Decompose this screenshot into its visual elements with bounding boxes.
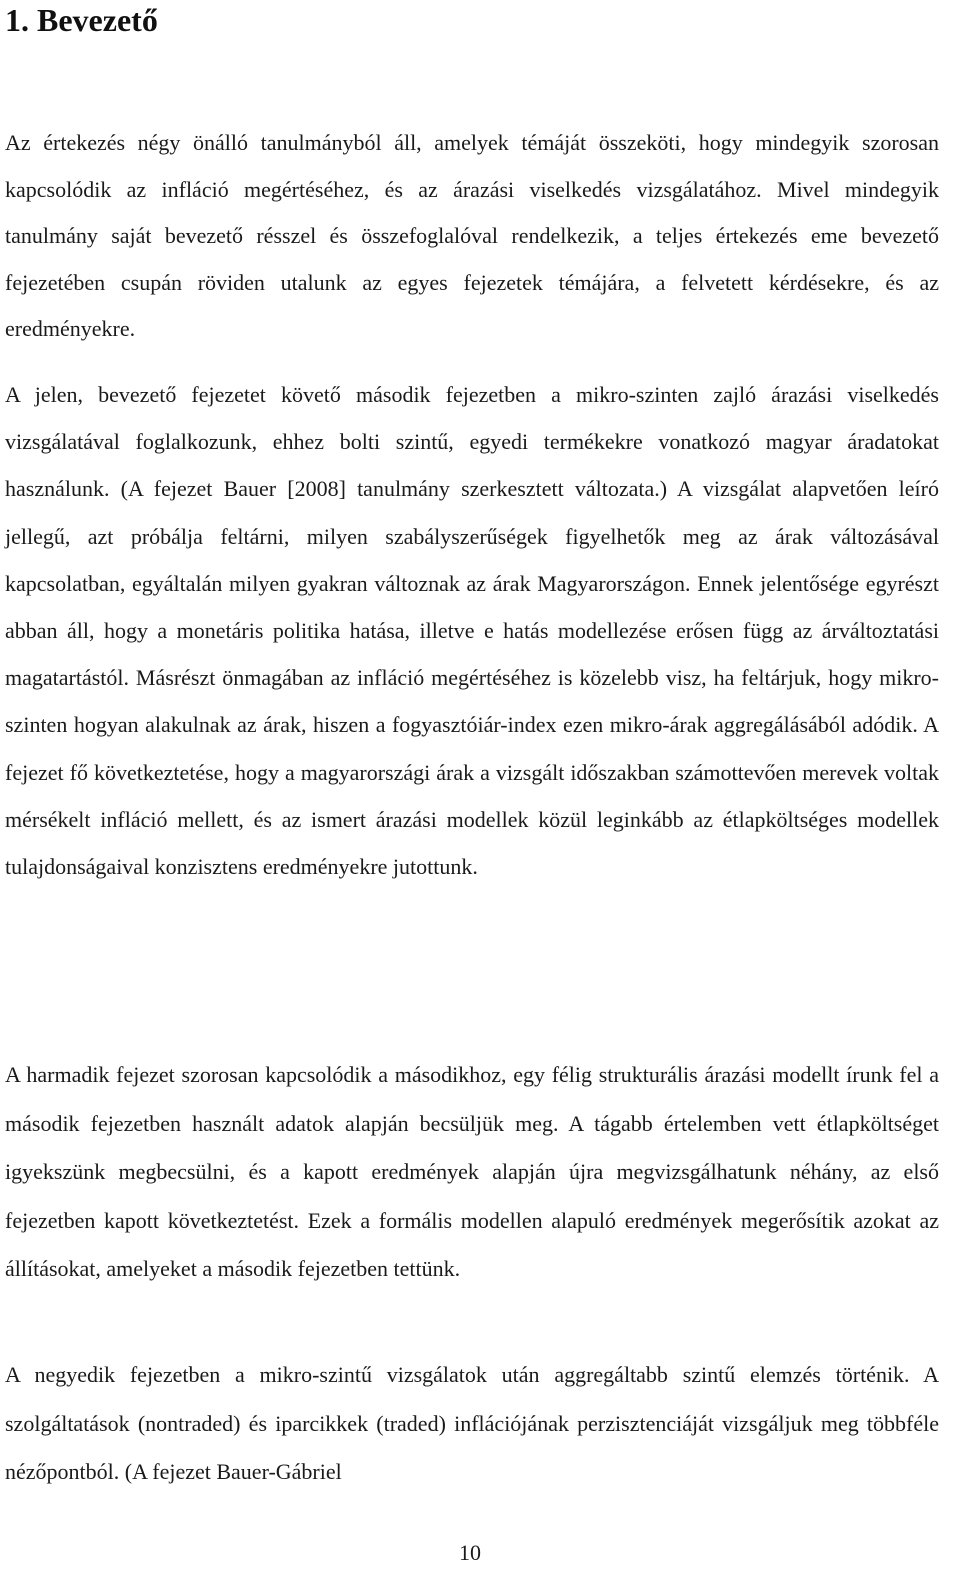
chapter-heading: 1. Bevezető — [5, 2, 158, 38]
paragraph-second-chapter: A jelen, bevezető fejezetet követő második fejezetben a mikro-szinten zajló árazási viselkedés vizsgálatával foglalkozunk, ehhez bolti szintű, egyedi termékekre vonatkozó magyar áradatokat használunk. (A fejezet Bauer [2008] tanulmány szerkesztett változata.) A vizsgálat alapvetően leíró jellegű, azt próbálja feltárni, milyen szabályszerűségek figyelhetők meg az árak változásával kapcsolatban, egyáltalán milyen gyakran változnak az árak Magyarországon. Ennek jelentősége egyrészt abban áll, hogy a monetáris politika hatása, illetve e hatás modellezése erősen függ az árváltoztatási magatartástól. Másrészt önmagában az infláció megértéséhez is közelebb visz, ha feltárjuk, hogy mikro-szinten hogyan alakulnak az árak, hiszen a fogyasztóiár-index ezen mikro-árak aggregálásából adódik. A fejezet fő következtetése, hogy a magyarországi árak a vizsgált időszakban számottevően merevek voltak mérsékelt infláció mellett, és az ismert árazási modellek közül leginkább az étlapköltséges modellek tulajdonságaival konzisztens eredményekre jutottunk. — [5, 382, 939, 880]
paragraph-intro: Az értekezés négy önálló tanulmányból áll, amelyek témáját összeköti, hogy mindegyik szorosan kapcsolódik az infláció megértéséhez, és az árazási viselkedés vizsgálatához. Mivel mindegyik tanulmány saját bevezető résszel és összefoglalóval rendelkezik, a teljes értekezés eme bevezető fejezetében csupán röviden utalunk az egyes fejezetek témájára, a felvetett kérdésekre, és az eredményekre. — [5, 130, 939, 341]
paragraph-fourth-chapter: A negyedik fejezetben a mikro-szintű vizsgálatok után aggregáltabb szintű elemzés történik. A szolgáltatások (nontraded) és iparcikkek (traded) inflációjának perzisztenciáját vizsgáljuk meg többféle nézőpontból. (A fejezet Bauer-Gábriel — [5, 1362, 939, 1484]
paragraph-third-chapter: A harmadik fejezet szorosan kapcsolódik a másodikhoz, egy félig strukturális árazási modellt írunk fel a második fejezetben használt adatok alapján becsüljük meg. A tágabb értelemben vett étlapköltséget igyekszünk megbecsülni, és a kapott eredmények alapján újra megvizsgálhatunk néhány, az első fejezetben kapott következtetést. Ezek a formális modellen alapuló eredmények megerősítik azokat az állításokat, amelyeket a második fejezetben tettünk. — [5, 1062, 939, 1282]
page-number: 10 — [459, 1540, 481, 1565]
